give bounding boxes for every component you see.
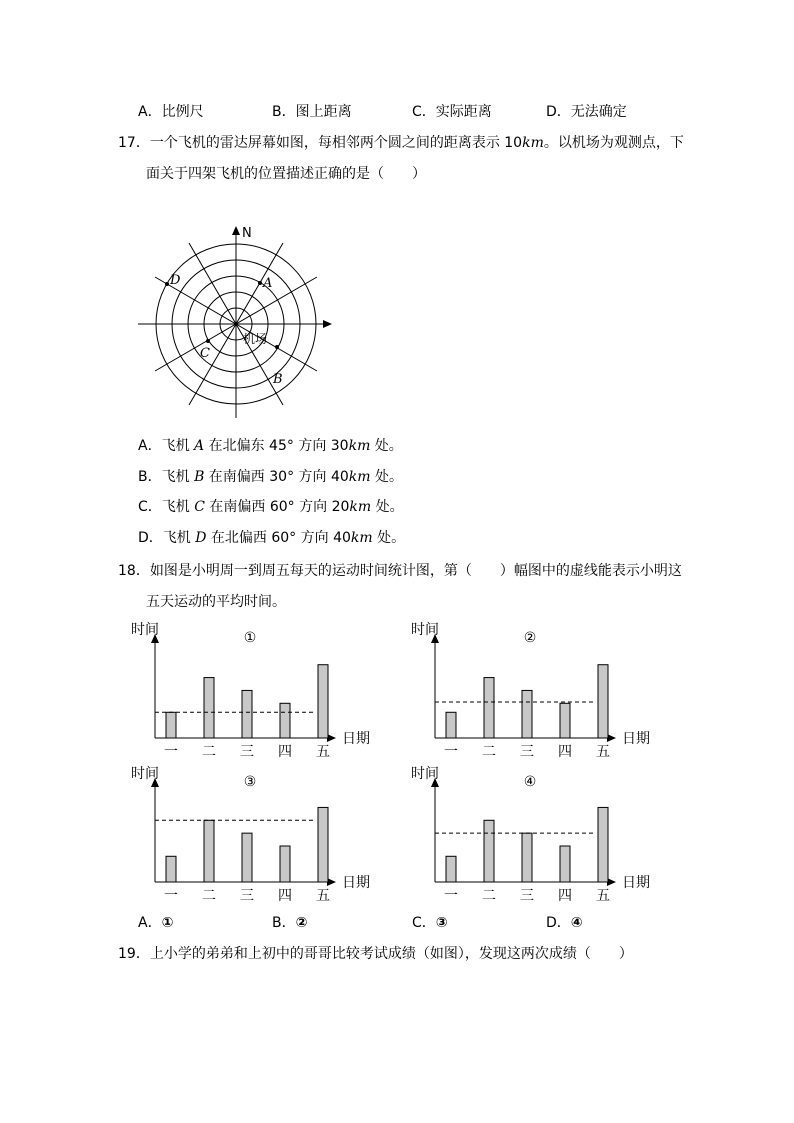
option-label: B．: [138, 469, 162, 485]
q18-line1: [118, 561, 682, 581]
bar: [242, 833, 252, 882]
question-text: 一个飞机的雷达屏幕如图，每相邻两个圆之间的距离表示 10: [149, 135, 523, 151]
x-tick-label: 五: [596, 744, 610, 760]
plane-letter: C: [194, 499, 205, 515]
chart-title: ③: [243, 774, 257, 790]
question-number: 18．: [118, 563, 150, 579]
option-label: A．: [138, 104, 162, 120]
chart-4: [405, 762, 665, 902]
option-text: 比例尺: [161, 104, 204, 120]
q18-option-b: [272, 913, 307, 933]
point-c: [206, 339, 210, 343]
x-tick-label: 四: [278, 744, 292, 760]
x-tick-label: 四: [278, 888, 292, 904]
option-text: 图上距离: [295, 104, 352, 120]
q16-option-a: [138, 102, 204, 122]
chart-2: [405, 618, 665, 758]
option-text: 在北偏西 60° 方向 40: [206, 530, 351, 546]
bar: [204, 678, 214, 738]
plane-letter: B: [194, 469, 205, 485]
x-tick-label: 一: [444, 888, 458, 904]
unit: km: [522, 135, 544, 151]
option-text: 飞机: [161, 499, 195, 515]
bar: [318, 807, 328, 882]
question-text: 上小学的弟弟和上初中的哥哥比较考试成绩（如图），发现这两次成绩（ ）: [149, 946, 633, 962]
q16-option-c: [412, 102, 492, 122]
option-text: 在南偏西 30° 方向 40: [204, 469, 349, 485]
q18-line2: 五天运动的平均时间。: [146, 594, 286, 610]
point-a: [258, 281, 262, 285]
bar: [598, 665, 608, 738]
unit: km: [350, 530, 373, 546]
bar: [166, 712, 176, 738]
option-text: ②: [295, 915, 308, 931]
q18-option-d: [546, 913, 583, 933]
bar: [242, 690, 252, 738]
unit: km: [348, 438, 371, 454]
option-text: 处。: [372, 530, 406, 546]
bar: [560, 703, 570, 738]
x-tick-label: 二: [482, 744, 496, 760]
option-text: 处。: [370, 469, 404, 485]
x-tick-label: 四: [558, 888, 572, 904]
question-number: 17．: [118, 135, 150, 151]
x-tick-label: 五: [316, 744, 330, 760]
point-d: [165, 282, 169, 286]
option-label: C．: [138, 499, 162, 515]
x-tick-label: 四: [558, 744, 572, 760]
q19-line: [118, 944, 633, 964]
q17-option-c: [138, 497, 404, 517]
option-label: D．: [546, 915, 571, 931]
unit: km: [348, 469, 371, 485]
q18-option-a: [138, 913, 173, 933]
option-text: 处。: [370, 438, 403, 454]
chart-3: [125, 762, 370, 904]
north-label: N: [242, 226, 252, 241]
x-tick-label: 三: [520, 888, 534, 904]
point-b-label: B: [273, 372, 283, 387]
option-label: C．: [412, 104, 436, 120]
option-label: C．: [412, 915, 436, 931]
north-arrow-icon: [232, 226, 240, 235]
question-text: 。以机场为观测点，下: [543, 135, 684, 151]
q17-option-b: [138, 467, 403, 487]
option-text: ①: [161, 915, 174, 931]
option-text: 飞机: [161, 469, 195, 485]
bar: [280, 703, 290, 738]
option-label: A．: [138, 438, 162, 454]
option-label: B．: [272, 915, 296, 931]
x-tick-label: 一: [164, 744, 178, 760]
option-text: 处。: [371, 499, 404, 515]
x-tick-label: 二: [482, 888, 496, 904]
q16-option-b: [272, 102, 352, 122]
q17-option-a: [138, 436, 403, 456]
x-tick-label: 一: [444, 744, 458, 760]
bar: [484, 678, 494, 738]
bar: [598, 807, 608, 882]
x-tick-label: 五: [316, 888, 330, 904]
question-number: 19．: [118, 946, 150, 962]
bar: [484, 820, 494, 882]
x-tick-label: 二: [202, 888, 216, 904]
point-d-label: D: [170, 273, 181, 288]
x-axis-label: 日期: [342, 875, 370, 891]
point-b: [275, 345, 279, 349]
chart-title: ②: [523, 630, 537, 646]
option-label: D．: [546, 104, 571, 120]
x-tick-label: 二: [202, 744, 216, 760]
bar: [204, 820, 214, 882]
q18-option-c: [412, 913, 448, 933]
y-axis-label: 时间: [131, 766, 159, 782]
option-text: 实际距离: [435, 104, 492, 120]
option-text: 飞机: [161, 438, 195, 454]
airport-label: 机场: [243, 332, 268, 346]
bar: [446, 712, 456, 738]
y-axis-label: 时间: [411, 766, 439, 782]
bar: [560, 846, 570, 882]
plane-letter: D: [195, 530, 207, 546]
x-tick-label: 三: [240, 888, 254, 904]
option-label: D．: [138, 530, 163, 546]
q17-option-d: [138, 528, 405, 548]
x-tick-label: 三: [520, 744, 534, 760]
option-text: 在南偏西 60° 方向 20: [204, 499, 350, 515]
bar: [522, 690, 532, 738]
plane-letter: A: [194, 438, 205, 454]
bar: [318, 665, 328, 738]
bar: [166, 856, 176, 882]
x-axis-label: 日期: [622, 731, 650, 747]
q16-option-d: [546, 102, 627, 122]
option-label: B．: [272, 104, 296, 120]
x-axis-label: 日期: [342, 731, 370, 747]
x-tick-label: 三: [240, 744, 254, 760]
x-axis-label: 日期: [622, 875, 650, 891]
chart-title: ④: [523, 774, 537, 790]
option-text: 飞机: [162, 530, 196, 546]
radar-figure: [130, 220, 340, 425]
x-tick-label: 五: [596, 888, 610, 904]
y-axis-label: 时间: [131, 622, 159, 638]
chart-1: [125, 618, 370, 760]
option-text: ④: [570, 915, 583, 931]
x-tick-label: 一: [164, 888, 178, 904]
option-text: 在北偏东 45° 方向 30: [204, 438, 349, 454]
bar: [446, 856, 456, 882]
bar: [522, 833, 532, 882]
q17-line1: [118, 133, 684, 153]
option-label: A．: [138, 915, 162, 931]
chart-title: ①: [243, 630, 257, 646]
point-c-label: C: [200, 346, 210, 361]
unit: km: [349, 499, 372, 515]
question-text: 如图是小明周一到周五每天的运动时间统计图，第（ ）幅图中的虚线能表示小明这: [149, 563, 682, 579]
point-a-label: A: [263, 276, 273, 291]
y-axis-label: 时间: [411, 622, 439, 638]
option-text: ③: [435, 915, 448, 931]
bar: [280, 846, 290, 882]
east-arrow-icon: [323, 320, 332, 328]
option-text: 无法确定: [570, 104, 627, 120]
q17-line2: 面关于四架飞机的位置描述正确的是（ ）: [146, 166, 426, 182]
